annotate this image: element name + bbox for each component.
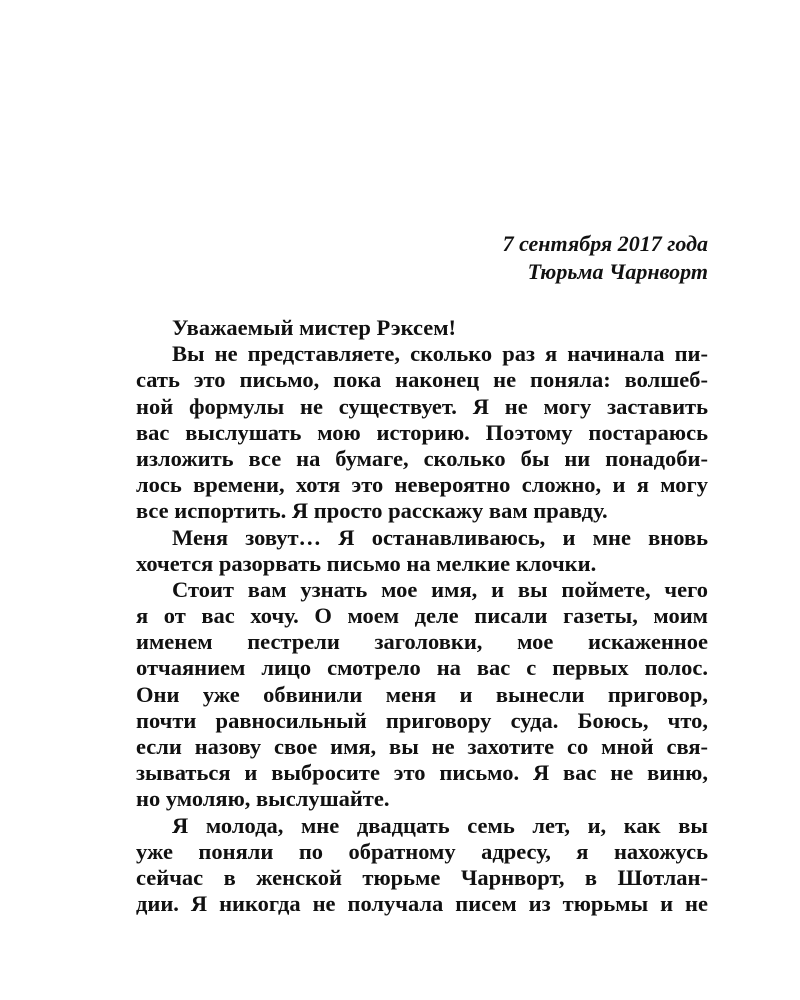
- letter-line: но умоляю, выслушайте.: [136, 786, 390, 812]
- letter-line: вас выслушать мою историю. Поэтому постараюсь: [136, 419, 708, 445]
- letter-line: Стоит вам узнать мое имя, и вы поймете, чего: [172, 576, 708, 602]
- letter-header: [136, 230, 708, 286]
- letter-line: сать это письмо, пока наконец не поняла: волшеб-: [136, 367, 708, 393]
- letter-line: почти равносильный приговору суда. Боюсь, что,: [136, 707, 708, 733]
- letter-line: если назову свое имя, вы не захотите со мной свя-: [136, 734, 708, 759]
- letter-line: отчаянием лицо смотрело на вас с первых полос.: [136, 655, 708, 681]
- letter-place: Тюрьма Чарнворт: [527, 259, 708, 284]
- letter-line: Меня зовут… Я останавливаюсь, и мне вновь: [172, 524, 708, 550]
- letter-line: ной формулы не существует. Я не могу заставить: [136, 393, 708, 419]
- letter-line: я от вас хочу. О моем деле писали газеты, моим: [136, 603, 708, 629]
- letter-line: Вы не представляете, сколько раз я начинала пи-: [172, 341, 708, 367]
- letter-line: лось времени, хотя это невероятно сложно, и я могу: [136, 472, 708, 498]
- letter-line: уже поняли по обратному адресу, я нахожусь: [136, 838, 708, 864]
- letter-line: дии. Я никогда не получала писем из тюрьмы и не: [136, 891, 708, 917]
- letter-line: Уважаемый мистер Рэксем!: [172, 315, 457, 340]
- letter-line: Они уже обвинили меня и вынесли приговор,: [136, 681, 708, 707]
- letter-line: зываться и выбросите это письмо. Я вас не виню,: [136, 760, 708, 786]
- book-page: [136, 230, 708, 917]
- letter-line: Я молода, мне двадцать семь лет, и, как вы: [172, 812, 708, 838]
- letter-date: 7 сентября 2017 года: [502, 231, 708, 256]
- letter-line: сейчас в женской тюрьме Чарнворт, в Шотлан-: [136, 864, 708, 890]
- letter-line: хочется разорвать письмо на мелкие клочки.: [136, 550, 597, 576]
- letter-line: именем пестрели заголовки, мое искаженное: [136, 629, 708, 655]
- letter-body: [136, 315, 708, 917]
- letter-line: все испортить. Я просто расскажу вам правду.: [136, 498, 608, 524]
- letter-line: изложить все на бумаге, сколько бы ни понадоби-: [136, 445, 708, 471]
